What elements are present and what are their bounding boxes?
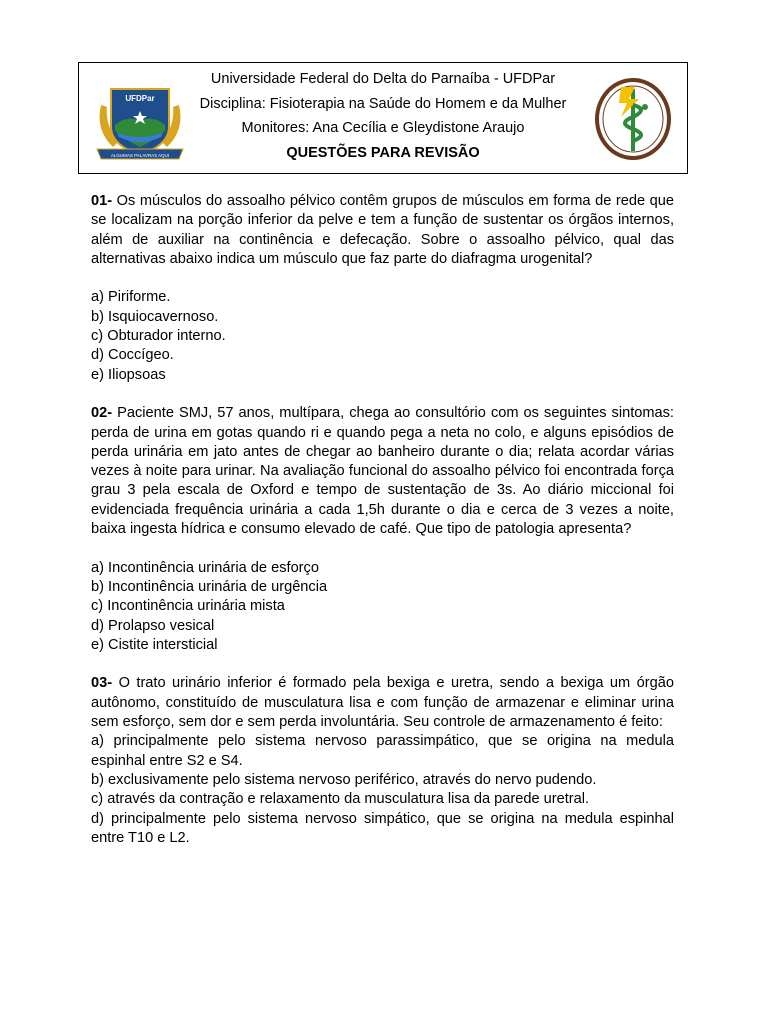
option-item: e) Iliopsoas [91, 366, 166, 383]
option-item: b) Incontinência urinária de urgência [91, 578, 328, 595]
svg-text:ALGUMAS PALAVRAS AQUI: ALGUMAS PALAVRAS AQUI [110, 153, 170, 158]
question-text: Os músculos do assoalho pélvico contêm grupos de músculos em forma de rede que se localizam na porção inferior da pelve e tem a função de sustentar os órgãos internos, além de auxiliar na continência e defecação. Sobre o assoalho pélvico, qual das alternativas abaixo indica um músculo que faz parte do diafragma urogenital? [91, 193, 674, 267]
option-item: d) Prolapso vesical [91, 617, 215, 634]
question-text: O trato urinário inferior é formado pela bexiga e uretra, sendo a bexiga um órgão autônomo, constituído de musculatura lisa e com função de armazenar e eliminar urina sem esforço, sem dor e sem perda involuntária. Seu controle de armazenamento é feito: [91, 675, 674, 731]
options-list-2 [91, 559, 674, 655]
document-header [78, 62, 688, 174]
document-title: QUESTÕES PARA REVISÃO [286, 144, 480, 161]
option-item: d) Coccígeo. [91, 347, 174, 364]
question-text: Paciente SMJ, 57 anos, multípara, chega ao consultório com os seguintes sintomas: perda de urina em gotas quando ri e quando pega a neta no colo, e alguns episódios de perda urinária em jato antes de chegar ao banheiro durante o dia; relata acordar várias vezes à noite para urinar. Na avaliação funcional do assoalho pélvico foi encontrada força grau 3 pela escala de Oxford e tempo de sustentação de 3s. Ao diário miccional foi evidenciada frequência urinária a cada 1,5h durante o dia e cerca de 3 vezes a noite, baixa ingesta hídrica e consumo elevado de café. Que tipo de patologia apresenta? [91, 405, 674, 538]
ufdpar-shield-logo-icon [93, 75, 187, 163]
option-item: c) Incontinência urinária mista [91, 598, 285, 615]
questions-content [91, 192, 674, 867]
options-list-1 [91, 288, 674, 384]
question-2 [91, 404, 674, 539]
option-item: a) principalmente pelo sistema nervoso parassimpático, que se origina na medula espinhal entre S2 e S4. [91, 733, 674, 769]
options-list-3 [91, 732, 674, 848]
option-item: b) Isquiocavernoso. [91, 308, 219, 325]
question-number: 02- [91, 405, 113, 422]
option-item: b) exclusivamente pelo sistema nervoso periférico, através do nervo pudendo. [91, 771, 597, 788]
header-text-block [187, 67, 579, 165]
question-number: 03- [91, 675, 113, 692]
option-item: d) principalmente pelo sistema nervoso simpático, que se origina na medula espinhal entre T10 e L2. [91, 810, 674, 846]
option-item: c) Obturador interno. [91, 328, 226, 345]
option-item: a) Incontinência urinária de esforço [91, 559, 319, 576]
option-item: c) através da contração e relaxamento da musculatura lisa da parede uretral. [91, 791, 590, 808]
option-item: a) Piriforme. [91, 289, 171, 306]
physiotherapy-caduceus-seal-icon [591, 75, 675, 163]
question-1 [91, 192, 674, 269]
question-number: 01- [91, 193, 113, 209]
svg-text:UFDPar: UFDPar [125, 94, 155, 103]
discipline-line: Disciplina: Fisioterapia na Saúde do Homem e da Mulher [199, 95, 567, 112]
university-name: Universidade Federal do Delta do Parnaíba - UFDPar [210, 71, 556, 87]
option-item: e) Cistite intersticial [91, 636, 218, 653]
question-3 [91, 674, 674, 732]
monitors-line: Monitores: Ana Cecília e Gleydistone Araujo [241, 120, 525, 136]
